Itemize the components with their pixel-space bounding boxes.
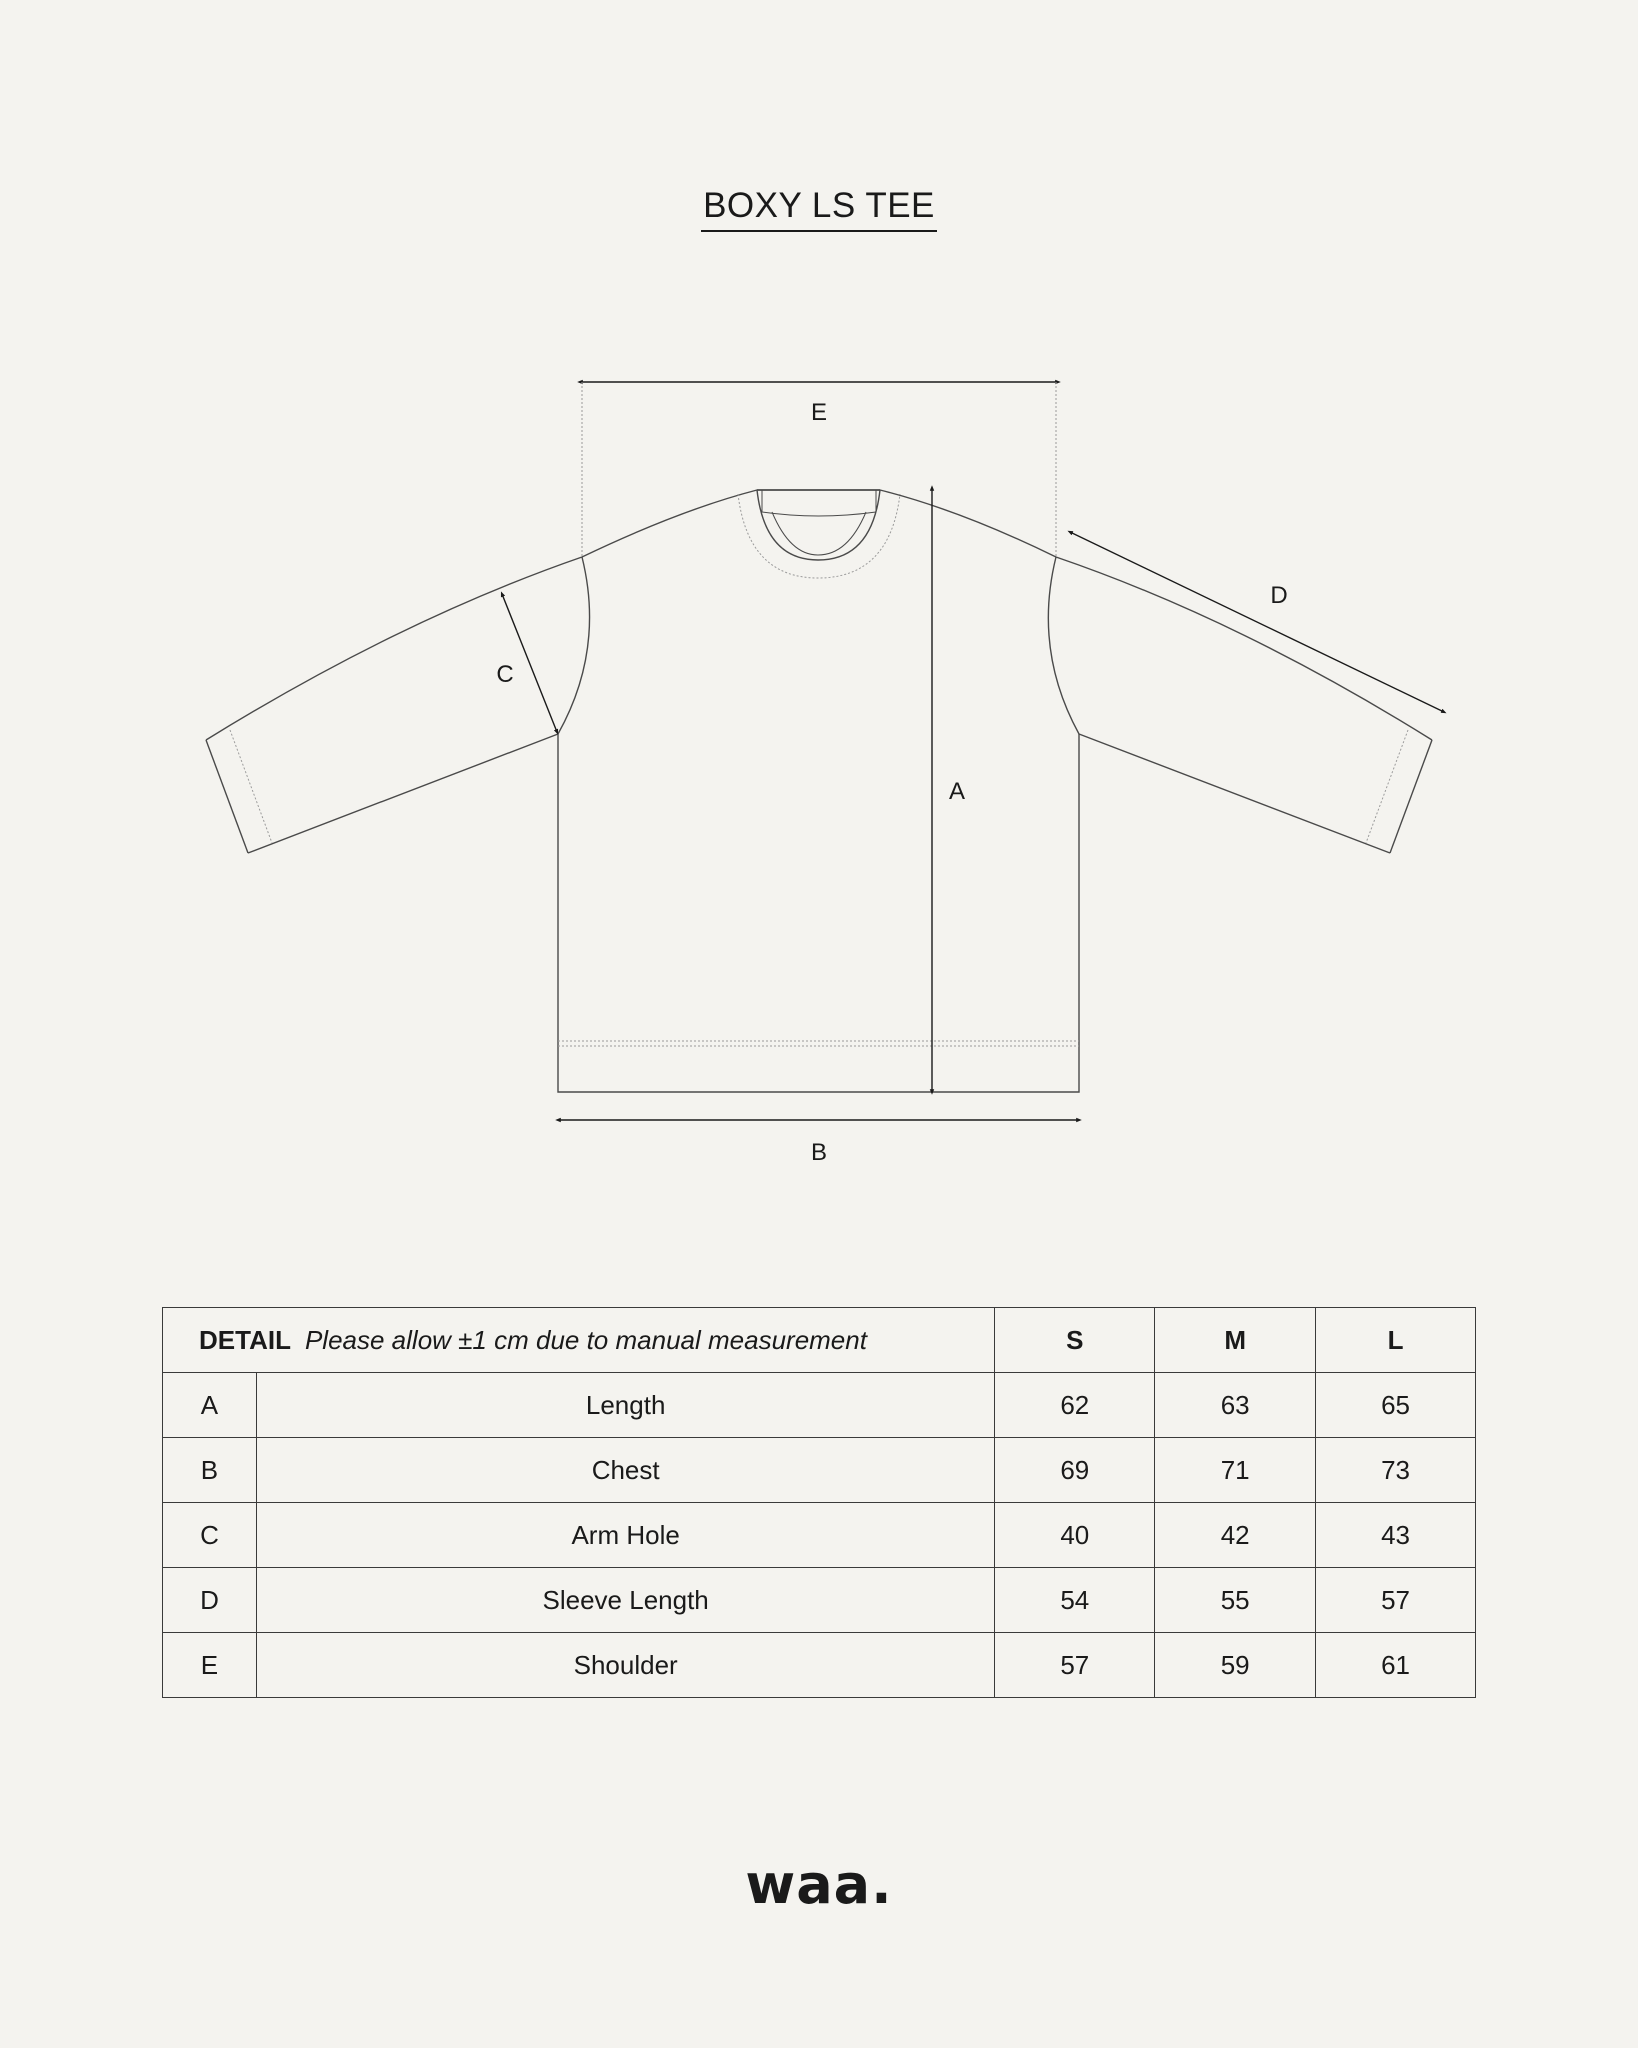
table-row: [163, 1438, 1476, 1503]
row-label: Chest: [256, 1438, 994, 1503]
row-value-m: 42: [1155, 1503, 1316, 1568]
table-row: [163, 1373, 1476, 1438]
size-header-l: L: [1316, 1308, 1476, 1373]
measurement-note: Please allow ±1 cm due to manual measurement: [304, 1324, 867, 1355]
row-value-m: 59: [1155, 1633, 1316, 1698]
size-table: [162, 1307, 1476, 1698]
row-value-l: 43: [1316, 1503, 1476, 1568]
row-value-m: 55: [1155, 1568, 1316, 1633]
row-value-l: 73: [1316, 1438, 1476, 1503]
row-label: Arm Hole: [256, 1503, 994, 1568]
dim-line-d: [1070, 532, 1444, 712]
label-a: A: [948, 778, 966, 805]
row-value-l: 61: [1316, 1633, 1476, 1698]
row-value-s: 54: [995, 1568, 1155, 1633]
row-value-l: 65: [1316, 1373, 1476, 1438]
table-row: [163, 1568, 1476, 1633]
size-header-m: M: [1155, 1308, 1316, 1373]
row-value-s: 40: [995, 1503, 1155, 1568]
detail-label: DETAIL: [199, 1324, 291, 1355]
label-c: C: [496, 661, 514, 688]
row-value-s: 69: [995, 1438, 1155, 1503]
row-code: D: [163, 1568, 257, 1633]
size-header-s: S: [995, 1308, 1155, 1373]
row-value-m: 63: [1155, 1373, 1316, 1438]
table-row: [163, 1503, 1476, 1568]
label-e: E: [810, 399, 828, 426]
page-title: BOXY LS TEE: [0, 186, 1638, 232]
row-code: A: [163, 1373, 257, 1438]
row-code: B: [163, 1438, 257, 1503]
row-code: E: [163, 1633, 257, 1698]
dimension-lines: [502, 382, 1444, 1120]
row-label: Sleeve Length: [256, 1568, 994, 1633]
row-code: C: [163, 1503, 257, 1568]
row-label: Length: [256, 1373, 994, 1438]
row-value-m: 71: [1155, 1438, 1316, 1503]
label-b: B: [810, 1139, 828, 1166]
detail-header: [163, 1308, 995, 1373]
label-d: D: [1270, 582, 1288, 609]
stitch-lines: [230, 494, 1408, 1046]
table-header-row: [163, 1308, 1476, 1373]
table-row: [163, 1633, 1476, 1698]
tee-outline: [206, 490, 1432, 1092]
row-label: Shoulder: [256, 1633, 994, 1698]
row-value-s: 57: [995, 1633, 1155, 1698]
row-value-l: 57: [1316, 1568, 1476, 1633]
brand-logo: waa.: [745, 1853, 893, 1916]
row-value-s: 62: [995, 1373, 1155, 1438]
